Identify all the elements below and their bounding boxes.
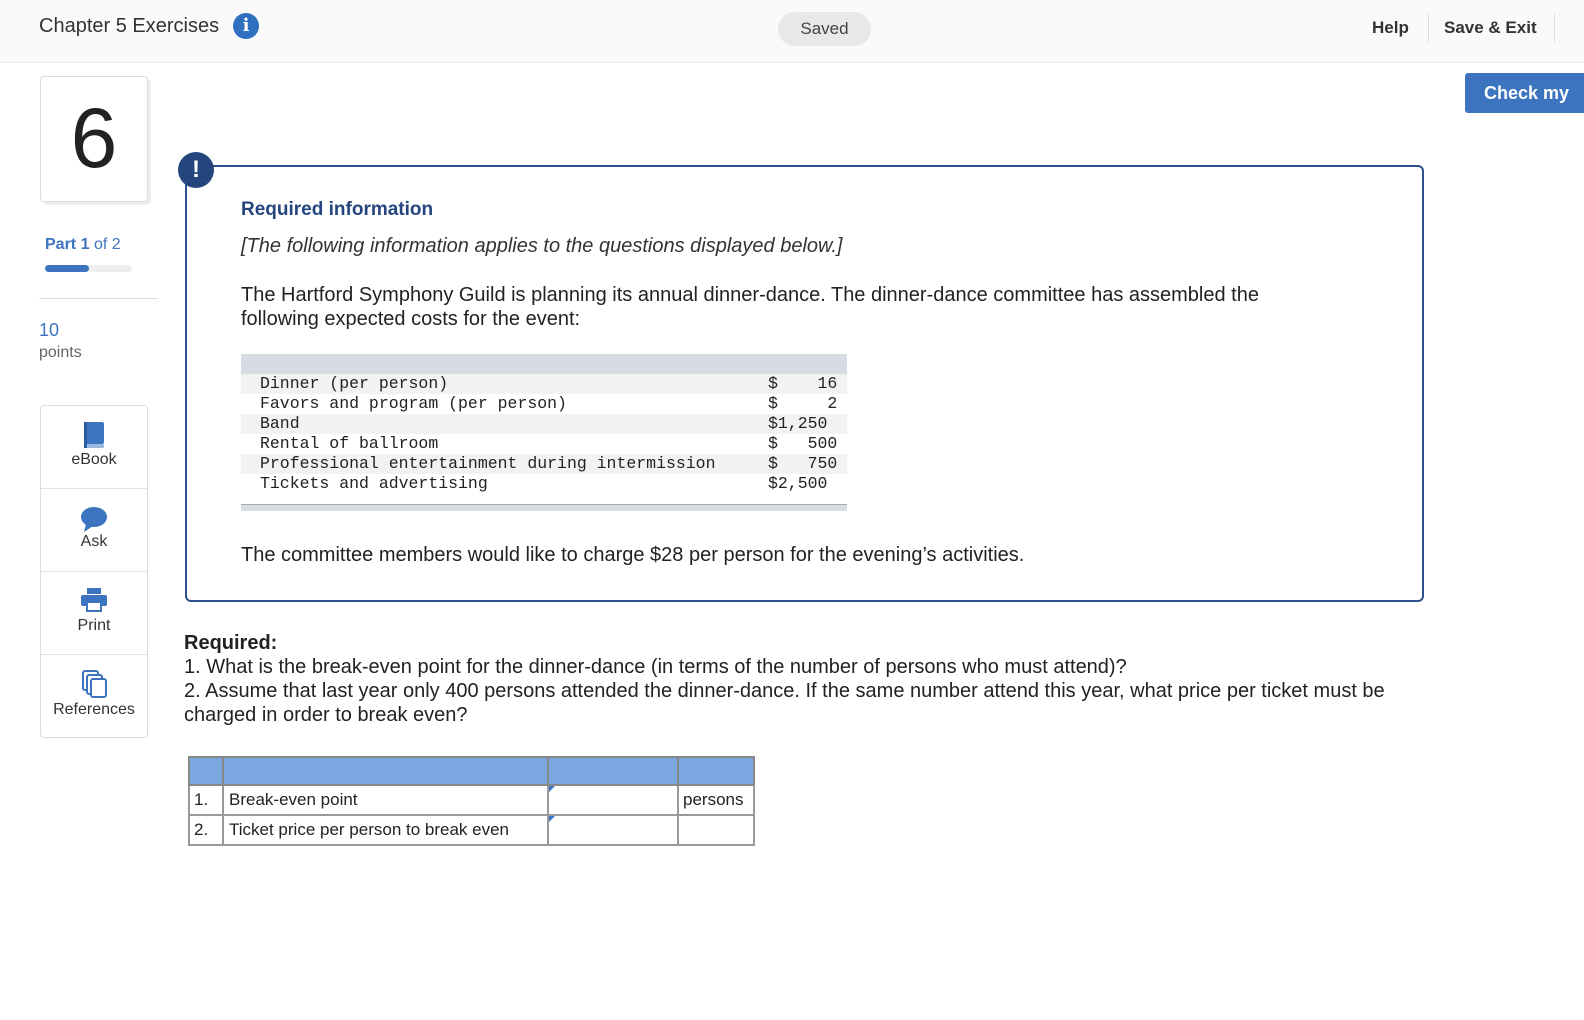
ebook-label: eBook [71, 451, 117, 468]
answer-row-break-even [189, 785, 754, 815]
cost-label: Rental of ballroom [260, 434, 439, 453]
cost-amount: $2,500 [768, 474, 828, 493]
cost-amount: $ 750 [768, 454, 838, 473]
info-icon[interactable]: i [233, 13, 259, 39]
applies-note: [The following information applies to the questions displayed below.] [241, 235, 843, 257]
question-number: 6 [40, 76, 148, 202]
cost-row [241, 474, 847, 494]
cost-row [241, 414, 847, 434]
required-heading: Required: [184, 632, 278, 654]
part-indicator [45, 236, 121, 254]
top-bar [0, 0, 1584, 63]
ticket-price-input[interactable] [549, 817, 677, 843]
break-even-point-input[interactable] [549, 787, 677, 813]
header-divider [1428, 14, 1429, 42]
cost-label: Professional entertainment during intermission [260, 454, 716, 473]
ebook-button[interactable] [41, 406, 147, 489]
copy-pages-icon [80, 669, 108, 699]
header-divider [1554, 14, 1555, 42]
cost-label: Band [260, 414, 300, 433]
cost-amount: $ 16 [768, 374, 838, 393]
part-progress-fill [45, 265, 89, 272]
ask-label: Ask [80, 533, 108, 550]
cost-table [241, 354, 847, 511]
part-progress-bar [45, 265, 132, 272]
committee-note: The committee members would like to charge $28 per person for the evening’s activities. [241, 544, 1025, 566]
row-number: 2. [189, 815, 223, 845]
book-icon [80, 420, 108, 450]
assignment-title: Chapter 5 Exercises [39, 15, 220, 37]
part-total: of 2 [93, 236, 121, 253]
input-marker-icon [549, 786, 555, 792]
ask-button[interactable] [41, 489, 147, 572]
cost-row [241, 374, 847, 394]
cost-amount: $1,250 [768, 414, 828, 433]
references-button[interactable] [41, 655, 147, 737]
alert-icon: ! [178, 152, 214, 188]
chat-bubble-icon [80, 505, 108, 533]
tools-panel [40, 405, 148, 738]
answer-row-ticket-price [189, 815, 754, 845]
required-section [184, 631, 1424, 727]
cost-row [241, 434, 847, 454]
answer-table [188, 756, 755, 846]
row-unit [678, 815, 754, 845]
cost-table-header [241, 354, 847, 374]
cost-label: Tickets and advertising [260, 474, 488, 493]
saved-status-badge: Saved [778, 12, 871, 46]
row-label: Break-even point [223, 785, 548, 815]
part-current: 1 [80, 236, 90, 253]
references-label: References [53, 701, 135, 718]
cost-amount: $ 500 [768, 434, 838, 453]
row-number: 1. [189, 785, 223, 815]
print-button[interactable] [41, 572, 147, 655]
cost-rows [241, 374, 847, 494]
points-value: 10 [39, 320, 60, 340]
printer-icon [80, 586, 108, 614]
check-my-work-button[interactable]: Check my [1465, 73, 1584, 113]
answer-table-header [189, 757, 754, 785]
cost-row [241, 454, 847, 474]
requirement-2: 2. Assume that last year only 400 persons attended the dinner-dance. If the same number attend this year, what price per ticket must be charged in order to break even? [184, 680, 1385, 726]
row-unit: persons [678, 785, 754, 815]
scenario-paragraph: The Hartford Symphony Guild is planning its annual dinner-dance. The dinner-dance committee has assembled the following expected costs for the event: [241, 284, 1259, 330]
sidebar-divider [39, 298, 158, 299]
cost-amount: $ 2 [768, 394, 838, 413]
part-word: Part [45, 236, 77, 253]
cost-row [241, 394, 847, 414]
row-label: Ticket price per person to break even [223, 815, 548, 845]
required-information-heading: Required information [241, 199, 434, 220]
save-exit-link[interactable]: Save & Exit [1444, 18, 1537, 37]
input-marker-icon [549, 816, 555, 822]
cost-table-footer [241, 504, 847, 511]
cost-label: Favors and program (per person) [260, 394, 567, 413]
points-label: points [39, 344, 82, 361]
help-link[interactable]: Help [1372, 18, 1409, 37]
cost-label: Dinner (per person) [260, 374, 449, 393]
requirement-1: 1. What is the break-even point for the dinner-dance (in terms of the number of persons who must attend)? [184, 656, 1127, 678]
print-label: Print [77, 617, 111, 634]
